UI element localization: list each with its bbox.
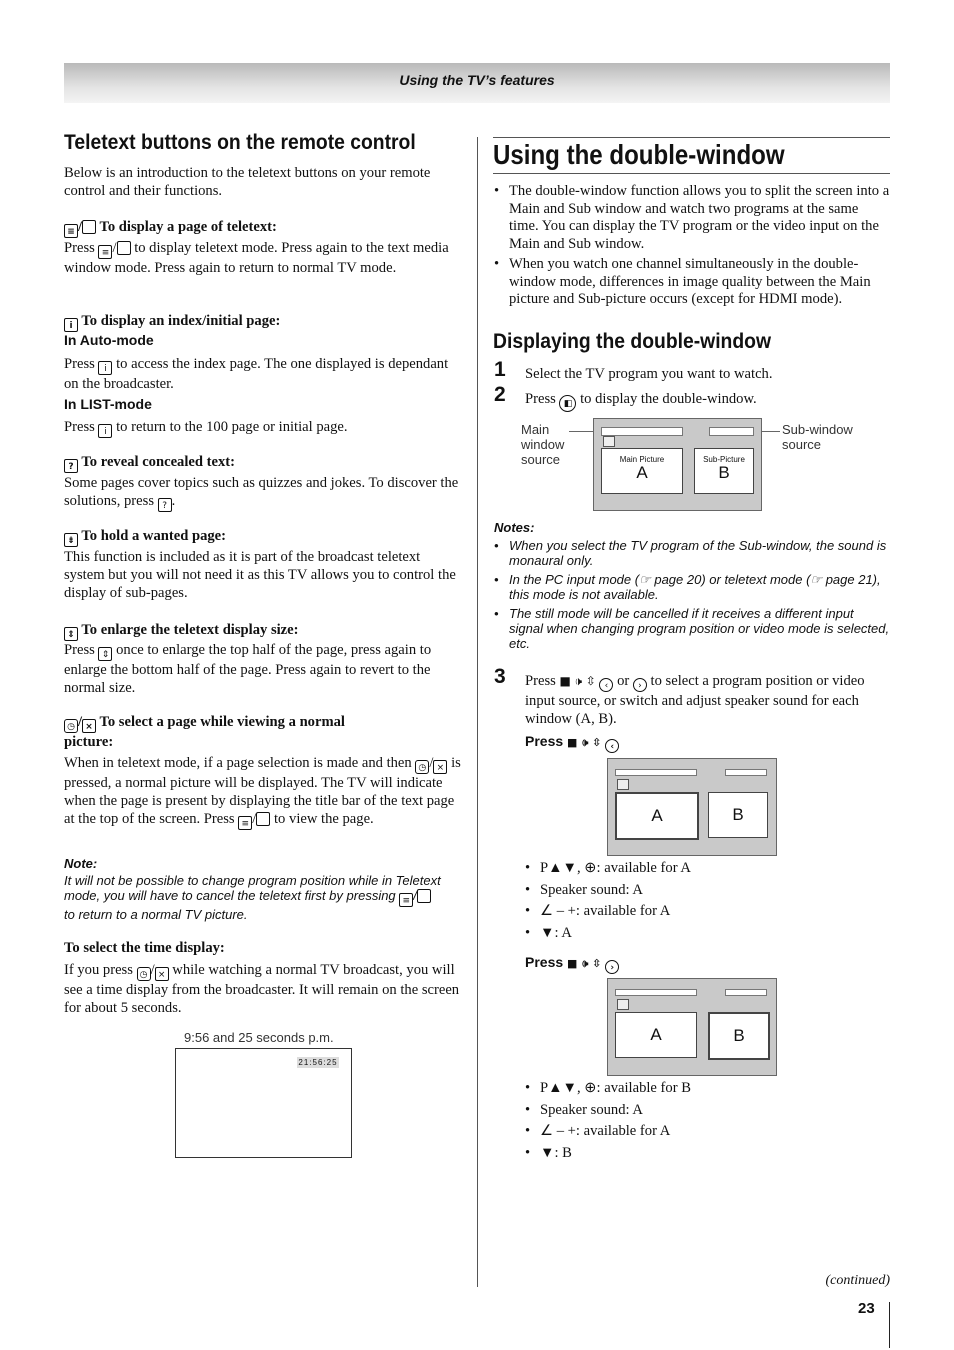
heading-rule-bottom xyxy=(493,173,890,174)
index-button-icon: i xyxy=(64,318,78,332)
section-enlarge-body xyxy=(64,641,464,697)
index-button-icon: i xyxy=(98,361,112,375)
picture-button-icon: ■ xyxy=(567,736,578,749)
s7-body-a: If you press xyxy=(64,962,133,978)
section-hold-body: This function is included as it is part of the broadcast teletext system but you will not need it as this TV allows you to control the display of sub-pages. xyxy=(64,549,456,601)
reveal-button-icon: ? xyxy=(158,498,172,512)
text-button-icon: ≡ xyxy=(64,224,78,238)
screen-b-selected xyxy=(607,978,777,1076)
step3-number: 3 xyxy=(494,665,506,688)
sub-picture-label: Sub-Picture xyxy=(703,455,745,464)
speaker-button-icon: 🕩 xyxy=(581,736,589,749)
list-item: • ∠ – +: available for A xyxy=(525,901,885,923)
list-item: • P▲▼, ⊕: available for A xyxy=(525,858,885,880)
double-window-button-icon: ◧ xyxy=(559,395,576,412)
hold-button-icon: ⇟ xyxy=(64,533,78,547)
right-heading: Using the double-window xyxy=(493,139,785,170)
note-item: • The still mode will be cancelled if it receives a different input signal when changing program position or video mode is selected, etc. xyxy=(494,606,890,651)
right-arrow-button-icon: › xyxy=(605,960,619,974)
text-button-icon: ≡ xyxy=(98,245,112,259)
s6-body-2: is pressed, a normal picture will be displayed. The TV will indicate when the page is present by displaying the title bar of the text page at the top of the screen. Press xyxy=(64,755,461,827)
press-right-label xyxy=(525,954,619,974)
step2-a: Press xyxy=(525,391,556,407)
text-button-icon: ≡ xyxy=(238,816,252,830)
callout-line-left xyxy=(569,431,594,432)
window-a-label: A xyxy=(651,806,663,825)
window-a xyxy=(615,1012,697,1058)
window-a-label: A xyxy=(650,1025,662,1044)
time-caption: 9:56 and 25 seconds p.m. xyxy=(184,1030,334,1045)
window-b xyxy=(708,1012,770,1060)
sub-info-bar xyxy=(725,989,767,996)
time-display-value: 21:56:25 xyxy=(298,1058,338,1067)
s6-title-a: To select a page while viewing a normal xyxy=(99,714,345,730)
notes-label: Notes: xyxy=(494,520,535,535)
intro-bullets xyxy=(494,183,890,309)
s2-auto-b: to access the index page. The one displayed is dependant on the broadcaster. xyxy=(64,356,449,392)
s3-body: Some pages cover topics such as quizzes and jokes. To discover the solutions, press xyxy=(64,475,459,509)
step2-number: 2 xyxy=(494,383,506,406)
bullet-item: • The double-window function allows you to split the screen into a Main and Sub window and watch two programs at the same time. You can display the TV program or the video input on the Main and Sub window. xyxy=(494,183,890,253)
picture-button-icon: ■ xyxy=(559,674,571,688)
note-item: • In the PC input mode (☞ page 20) or teletext mode (☞ page 21), this mode is not available. xyxy=(494,572,890,602)
up-down-icon: ⇳ xyxy=(592,957,602,970)
blank-button-icon xyxy=(417,889,431,903)
section-select-page-body: When in teletext mode, if a page selection is made and then ◷ / × is pressed, a normal picture will be displayed. The TV will indicate when the page is present by displaying the title bar of the text page at the top of the screen. Press ≡ / to view the page. xyxy=(64,755,461,829)
s7-body-b: while watching a normal TV broadcast, you will see a time display from the broadcaster. It will remain on the screen for about 5 seconds. xyxy=(64,962,460,1016)
screen-a-selected xyxy=(607,758,777,856)
sub-picture-window xyxy=(694,448,754,494)
sub-info-bar xyxy=(725,769,767,776)
s6-body-4: view the page. xyxy=(289,811,374,827)
step1-number: 1 xyxy=(494,358,506,381)
notes-list xyxy=(494,538,890,651)
step1-text: Select the TV program you want to watch. xyxy=(525,366,773,382)
press1-text: Press xyxy=(525,733,564,749)
blank-button-icon xyxy=(117,241,131,255)
s6-title-b: picture: xyxy=(64,734,114,750)
s2-list-a: Press xyxy=(64,419,95,435)
list-item: • P▲▼, ⊕: available for B xyxy=(525,1078,885,1100)
sub-window-source-label: Sub-window source xyxy=(782,422,853,452)
clock-button-icon: ◷ xyxy=(415,760,429,774)
time-display-screen xyxy=(175,1048,352,1158)
speaker-button-icon: 🕩 xyxy=(574,674,583,688)
auto-mode-label: In Auto-mode xyxy=(64,332,154,348)
step3-a: Press xyxy=(525,673,556,689)
left-arrow-button-icon: ‹ xyxy=(599,678,613,692)
main-info-bar xyxy=(615,989,697,996)
note-label: Note: xyxy=(64,856,98,871)
double-window-screen xyxy=(593,418,762,511)
s2-list-b: to return to the 100 page or initial page. xyxy=(116,419,348,435)
page-header-bar xyxy=(64,63,890,103)
s2-title-text: To display an index/initial page: xyxy=(81,313,281,329)
section-index-title xyxy=(64,312,464,332)
press-left-label xyxy=(525,733,619,753)
right-arrow-button-icon: › xyxy=(633,678,647,692)
list-item: • ▼: B xyxy=(525,1143,885,1165)
page-number-rule xyxy=(889,1302,890,1348)
s6-body-3: to xyxy=(274,811,286,827)
main-window-source-label: Main window source xyxy=(521,422,565,467)
enlarge-button-icon: ⇕ xyxy=(64,627,78,641)
bullet-item: • When you watch one channel simultaneously in the double-window mode, differences in image quality between the Main picture and Sub-picture occurs (except for HDMI mode). xyxy=(494,256,890,309)
left-heading: Teletext buttons on the remote control xyxy=(64,131,416,154)
index-button-icon: i xyxy=(98,424,112,438)
enlarge-button-icon: ⇕ xyxy=(98,647,112,661)
section-display-teletext-title: ≡ / To display a page of teletext: xyxy=(64,218,464,238)
s6-body-1: When in teletext mode, if a page selection is made and then xyxy=(64,755,412,771)
window-b-label: B xyxy=(732,805,744,824)
window-a-label: A xyxy=(636,463,648,482)
cancel-text-button-icon: × xyxy=(433,760,447,774)
section-reveal-body: Some pages cover topics such as quizzes and jokes. To discover the solutions, press ? . xyxy=(64,475,459,511)
main-info-bar xyxy=(615,769,697,776)
step3-or: or xyxy=(617,673,630,689)
list-mode-label: In LIST-mode xyxy=(64,396,152,412)
speaker-icon xyxy=(617,779,629,790)
section-reveal-title xyxy=(64,453,464,473)
heading-rule xyxy=(493,137,890,138)
section-display-teletext-body: Press ≡ / to display teletext mode. Press again to the text media window mode. Press again to return to normal TV mode. xyxy=(64,240,449,276)
press2-text: Press xyxy=(525,954,564,970)
list-item: • Speaker sound: A xyxy=(525,880,885,902)
subheading: Displaying the double-window xyxy=(493,330,771,353)
s1-body-a: Press xyxy=(64,240,95,256)
s1-title-text: To display a page of teletext: xyxy=(99,219,277,235)
blank-button-icon xyxy=(82,220,96,234)
up-down-icon: ⇳ xyxy=(585,674,596,688)
intro-text: Below is an introduction to the teletext buttons on your remote control and their functions. xyxy=(64,165,431,199)
note-text-a: It will not be possible to change program position while in Teletext mode, you will have to cancel the teletext first by pressing xyxy=(64,873,441,903)
column-divider xyxy=(477,137,478,1287)
main-picture-window xyxy=(601,448,683,494)
s1-body-b: to display teletext mode. Press again to the text media window mode. Press again to return to normal TV mode. xyxy=(64,240,449,276)
blank-button-icon xyxy=(256,812,270,826)
picture-button-icon: ■ xyxy=(567,957,578,970)
section-select-page-title: ◷ / × To select a page while viewing a normal picture: xyxy=(64,714,345,750)
note-text-b: to return to a normal TV picture. xyxy=(64,907,248,922)
step3-text xyxy=(525,672,890,728)
note-item: • When you select the TV program of the Sub-window, the sound is monaural only. xyxy=(494,538,890,568)
speaker-icon xyxy=(617,999,629,1010)
speaker-button-icon: 🕩 xyxy=(581,957,589,970)
speaker-icon xyxy=(603,436,615,447)
clock-button-icon: ◷ xyxy=(64,719,78,733)
cancel-text-button-icon: × xyxy=(82,719,96,733)
text-button-icon: ≡ xyxy=(399,893,413,907)
list-item: • ▼: A xyxy=(525,923,885,945)
s3-title-text: To reveal concealed text: xyxy=(81,454,235,470)
list-item: • Speaker sound: A xyxy=(525,1100,885,1122)
continued-label: (continued) xyxy=(825,1273,890,1288)
sub-info-bar xyxy=(709,427,754,436)
s5-title-text: To enlarge the teletext display size: xyxy=(81,622,299,638)
section-hold-title xyxy=(64,527,464,547)
cancel-text-button-icon: × xyxy=(155,967,169,981)
section-time-title: To select the time display: xyxy=(64,940,225,956)
s5-body-b: once to enlarge the top half of the page, press again to enlarge the bottom half of the page. Press again to revert to the normal size. xyxy=(64,642,432,696)
section-time-body: If you press ◷ / × while watching a normal TV broadcast, you will see a time display from the broadcaster. It will remain on the screen for about 5 seconds. xyxy=(64,962,460,1016)
clock-button-icon: ◷ xyxy=(137,967,151,981)
window-a xyxy=(615,792,699,840)
list-a xyxy=(525,858,885,944)
window-b-label: B xyxy=(733,1026,745,1045)
main-picture-label: Main Picture xyxy=(619,455,665,464)
page-number: 23 xyxy=(858,1300,875,1317)
main-info-bar xyxy=(601,427,683,436)
reveal-button-icon: ? xyxy=(64,459,78,473)
note-text: It will not be possible to change program position while in Teletext mode, you will have to cancel the teletext first by pressing ≡ / to return to a normal TV picture. xyxy=(64,873,441,922)
window-b-label: B xyxy=(718,463,730,482)
s4-title-text: To hold a wanted page: xyxy=(81,528,227,544)
step3-b: to select a program position or video input source, or switch and adjust speaker sound for each window (A, B). xyxy=(525,673,865,727)
section-enlarge-title xyxy=(64,621,464,641)
list-item: • ∠ – +: available for A xyxy=(525,1121,885,1143)
list-mode-body xyxy=(64,418,464,438)
step2-text xyxy=(525,390,757,412)
up-down-icon: ⇳ xyxy=(592,736,602,749)
auto-mode-body xyxy=(64,355,464,393)
s2-auto-a: Press xyxy=(64,356,95,372)
window-b xyxy=(708,792,768,838)
left-arrow-button-icon: ‹ xyxy=(605,739,619,753)
s5-body-a: Press xyxy=(64,642,95,658)
header-title: Using the TV’s features xyxy=(399,72,555,88)
step2-b: to display the double-window. xyxy=(580,391,757,407)
list-b xyxy=(525,1078,885,1164)
